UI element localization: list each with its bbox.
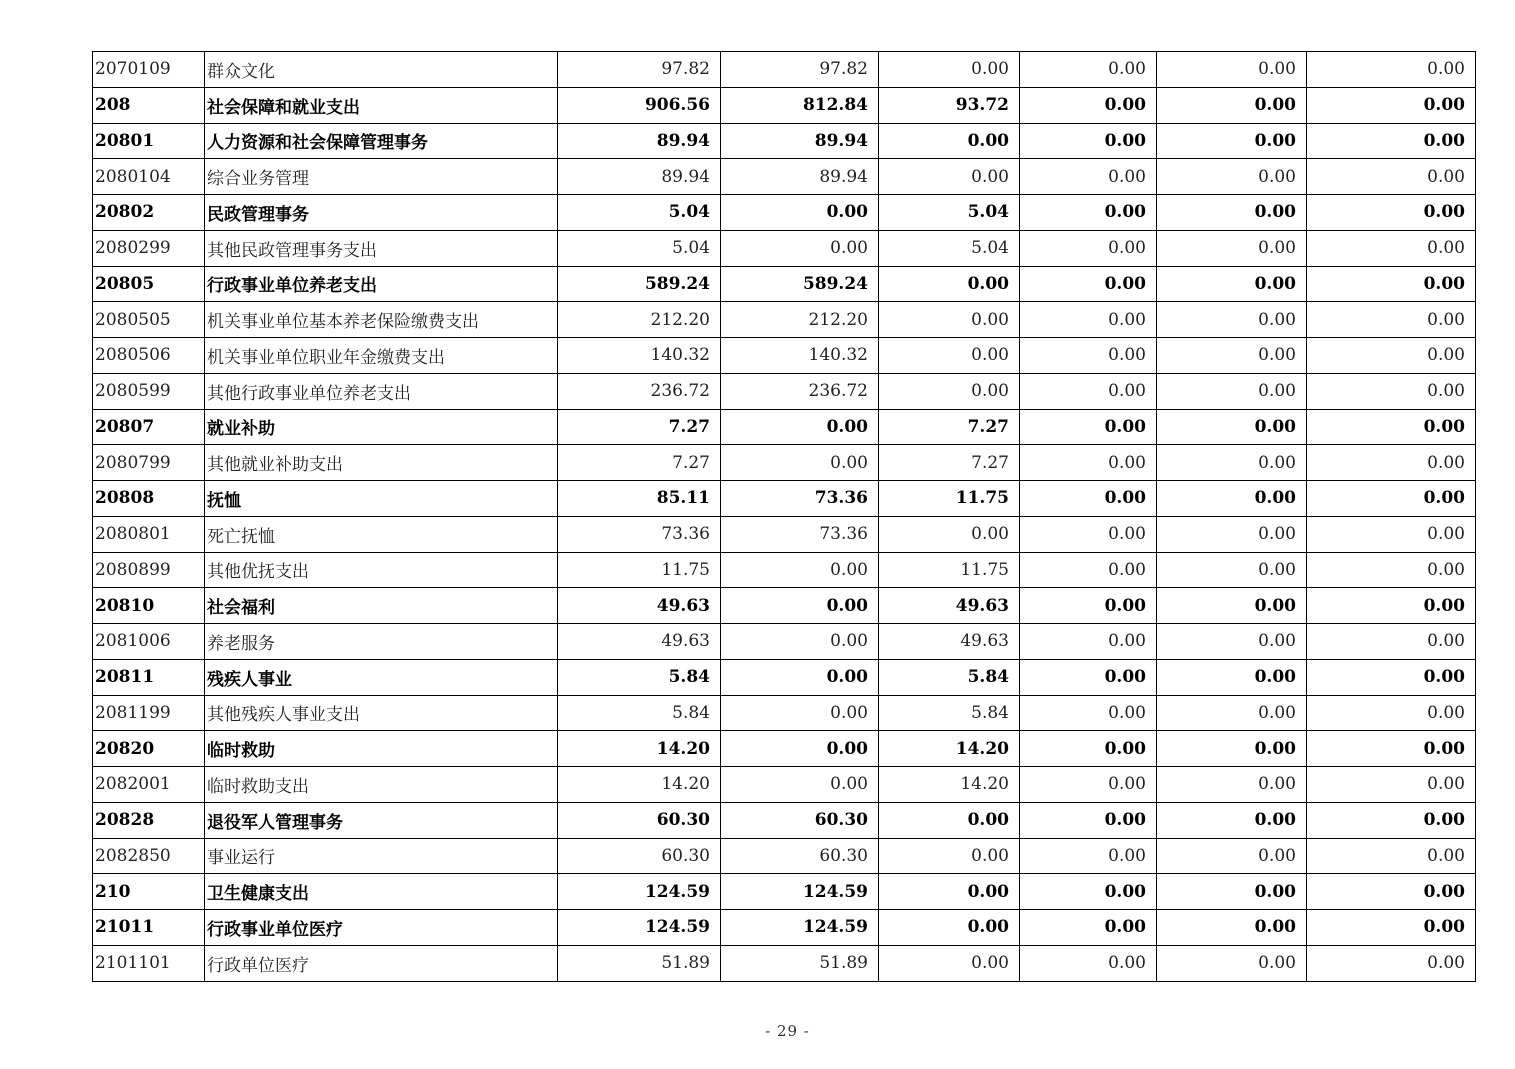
amount-cell: 0.00: [1020, 802, 1157, 838]
amount-cell: 0.00: [1307, 624, 1476, 660]
amount-cell: 0.00: [1020, 588, 1157, 624]
amount-cell: 0.00: [1157, 195, 1307, 231]
amount-cell: 60.30: [721, 802, 879, 838]
amount-cell: 236.72: [558, 373, 721, 409]
amount-cell: 11.75: [558, 552, 721, 588]
amount-cell: 49.63: [879, 624, 1020, 660]
amount-cell: 0.00: [1307, 445, 1476, 481]
amount-cell: 0.00: [879, 338, 1020, 374]
amount-cell: 0.00: [1020, 838, 1157, 874]
amount-cell: 60.30: [558, 838, 721, 874]
amount-cell: 0.00: [1020, 338, 1157, 374]
amount-cell: 0.00: [1157, 767, 1307, 803]
subject-code-cell: 2082001: [93, 767, 205, 803]
amount-cell: 14.20: [879, 767, 1020, 803]
amount-cell: 0.00: [721, 624, 879, 660]
amount-cell: 5.84: [879, 695, 1020, 731]
subject-name-cell: 卫生健康支出: [205, 874, 558, 910]
amount-cell: 124.59: [721, 874, 879, 910]
amount-cell: 0.00: [1307, 409, 1476, 445]
amount-cell: 0.00: [1157, 874, 1307, 910]
amount-cell: 7.27: [558, 409, 721, 445]
amount-cell: 0.00: [721, 588, 879, 624]
table-row: [93, 767, 1476, 803]
subject-name-cell: 民政管理事务: [205, 195, 558, 231]
amount-cell: 0.00: [721, 230, 879, 266]
amount-cell: 0.00: [1020, 552, 1157, 588]
amount-cell: 0.00: [1157, 52, 1307, 88]
amount-cell: 0.00: [721, 409, 879, 445]
amount-cell: 0.00: [1020, 731, 1157, 767]
table-row: [93, 516, 1476, 552]
amount-cell: 212.20: [721, 302, 879, 338]
amount-cell: 5.04: [879, 195, 1020, 231]
amount-cell: 0.00: [1020, 910, 1157, 946]
amount-cell: 0.00: [879, 302, 1020, 338]
page-number: - 29 -: [765, 1022, 810, 1040]
table-row: [93, 695, 1476, 731]
amount-cell: 0.00: [1157, 266, 1307, 302]
subject-code-cell: 20805: [93, 266, 205, 302]
amount-cell: 0.00: [1307, 302, 1476, 338]
amount-cell: 5.84: [558, 659, 721, 695]
subject-code-cell: 2080899: [93, 552, 205, 588]
amount-cell: 0.00: [1307, 195, 1476, 231]
amount-cell: 0.00: [1020, 87, 1157, 123]
amount-cell: 589.24: [721, 266, 879, 302]
amount-cell: 5.04: [879, 230, 1020, 266]
subject-name-cell: 临时救助: [205, 731, 558, 767]
amount-cell: 0.00: [1020, 945, 1157, 981]
subject-code-cell: 2080506: [93, 338, 205, 374]
amount-cell: 236.72: [721, 373, 879, 409]
amount-cell: 89.94: [721, 123, 879, 159]
amount-cell: 140.32: [721, 338, 879, 374]
subject-name-cell: 社会福利: [205, 588, 558, 624]
subject-name-cell: 死亡抚恤: [205, 516, 558, 552]
amount-cell: 0.00: [879, 945, 1020, 981]
table-row: [93, 409, 1476, 445]
table-row: [93, 874, 1476, 910]
amount-cell: 73.36: [721, 516, 879, 552]
amount-cell: 5.04: [558, 230, 721, 266]
amount-cell: 7.27: [558, 445, 721, 481]
amount-cell: 49.63: [558, 588, 721, 624]
amount-cell: 0.00: [1307, 266, 1476, 302]
subject-code-cell: 2082850: [93, 838, 205, 874]
amount-cell: 0.00: [1307, 695, 1476, 731]
amount-cell: 0.00: [721, 767, 879, 803]
subject-name-cell: 其他行政事业单位养老支出: [205, 373, 558, 409]
subject-code-cell: 21011: [93, 910, 205, 946]
amount-cell: 0.00: [1307, 838, 1476, 874]
amount-cell: 0.00: [721, 195, 879, 231]
subject-name-cell: 社会保障和就业支出: [205, 87, 558, 123]
amount-cell: 0.00: [721, 695, 879, 731]
amount-cell: 97.82: [558, 52, 721, 88]
table-row: [93, 195, 1476, 231]
amount-cell: 0.00: [1157, 481, 1307, 517]
amount-cell: 0.00: [879, 266, 1020, 302]
table-row: [93, 230, 1476, 266]
amount-cell: 0.00: [1157, 659, 1307, 695]
amount-cell: 89.94: [721, 159, 879, 195]
amount-cell: 906.56: [558, 87, 721, 123]
amount-cell: 73.36: [558, 516, 721, 552]
amount-cell: 0.00: [1157, 588, 1307, 624]
subject-code-cell: 20802: [93, 195, 205, 231]
amount-cell: 5.84: [558, 695, 721, 731]
amount-cell: 0.00: [1307, 731, 1476, 767]
amount-cell: 0.00: [1307, 910, 1476, 946]
table-row: [93, 945, 1476, 981]
subject-name-cell: 退役军人管理事务: [205, 802, 558, 838]
amount-cell: 0.00: [879, 123, 1020, 159]
amount-cell: 0.00: [1157, 302, 1307, 338]
amount-cell: 0.00: [1020, 481, 1157, 517]
amount-cell: 0.00: [879, 373, 1020, 409]
amount-cell: 0.00: [1307, 338, 1476, 374]
amount-cell: 0.00: [1157, 159, 1307, 195]
amount-cell: 212.20: [558, 302, 721, 338]
amount-cell: 0.00: [1020, 302, 1157, 338]
table-row: [93, 552, 1476, 588]
subject-code-cell: 2070109: [93, 52, 205, 88]
subject-code-cell: 2080801: [93, 516, 205, 552]
subject-code-cell: 2080299: [93, 230, 205, 266]
table-row: [93, 624, 1476, 660]
amount-cell: 0.00: [1157, 802, 1307, 838]
amount-cell: 0.00: [879, 52, 1020, 88]
amount-cell: 85.11: [558, 481, 721, 517]
amount-cell: 0.00: [1020, 659, 1157, 695]
amount-cell: 0.00: [1157, 338, 1307, 374]
amount-cell: 0.00: [1157, 838, 1307, 874]
amount-cell: 0.00: [1157, 910, 1307, 946]
amount-cell: 0.00: [1020, 373, 1157, 409]
amount-cell: 0.00: [1307, 373, 1476, 409]
table-row: [93, 731, 1476, 767]
subject-name-cell: 其他民政管理事务支出: [205, 230, 558, 266]
amount-cell: 14.20: [558, 767, 721, 803]
amount-cell: 589.24: [558, 266, 721, 302]
subject-name-cell: 残疾人事业: [205, 659, 558, 695]
amount-cell: 5.84: [879, 659, 1020, 695]
amount-cell: 140.32: [558, 338, 721, 374]
amount-cell: 0.00: [879, 838, 1020, 874]
budget-table: [92, 51, 1476, 982]
amount-cell: 49.63: [879, 588, 1020, 624]
amount-cell: 0.00: [721, 731, 879, 767]
subject-name-cell: 其他优抚支出: [205, 552, 558, 588]
subject-code-cell: 2080799: [93, 445, 205, 481]
subject-code-cell: 2081199: [93, 695, 205, 731]
amount-cell: 0.00: [1020, 230, 1157, 266]
amount-cell: 0.00: [1157, 87, 1307, 123]
amount-cell: 0.00: [1307, 230, 1476, 266]
amount-cell: 0.00: [1020, 195, 1157, 231]
amount-cell: 0.00: [1157, 516, 1307, 552]
amount-cell: 0.00: [1307, 588, 1476, 624]
amount-cell: 11.75: [879, 481, 1020, 517]
table-row: [93, 838, 1476, 874]
table-row: [93, 338, 1476, 374]
amount-cell: 0.00: [1157, 695, 1307, 731]
amount-cell: 49.63: [558, 624, 721, 660]
subject-code-cell: 2080599: [93, 373, 205, 409]
amount-cell: 0.00: [1307, 945, 1476, 981]
amount-cell: 0.00: [1020, 123, 1157, 159]
amount-cell: 0.00: [1157, 409, 1307, 445]
amount-cell: 0.00: [1020, 624, 1157, 660]
subject-name-cell: 其他就业补助支出: [205, 445, 558, 481]
subject-code-cell: 20820: [93, 731, 205, 767]
subject-code-cell: 2080505: [93, 302, 205, 338]
amount-cell: 0.00: [1307, 87, 1476, 123]
amount-cell: 0.00: [1307, 52, 1476, 88]
amount-cell: 0.00: [1020, 516, 1157, 552]
table-row: [93, 588, 1476, 624]
table-row: [93, 266, 1476, 302]
amount-cell: 0.00: [1020, 695, 1157, 731]
amount-cell: 0.00: [1157, 945, 1307, 981]
amount-cell: 14.20: [879, 731, 1020, 767]
amount-cell: 124.59: [721, 910, 879, 946]
table-row: [93, 123, 1476, 159]
table-row: [93, 373, 1476, 409]
subject-name-cell: 人力资源和社会保障管理事务: [205, 123, 558, 159]
subject-code-cell: 20808: [93, 481, 205, 517]
amount-cell: 51.89: [721, 945, 879, 981]
amount-cell: 7.27: [879, 409, 1020, 445]
amount-cell: 0.00: [1157, 731, 1307, 767]
subject-code-cell: 210: [93, 874, 205, 910]
amount-cell: 0.00: [1307, 874, 1476, 910]
amount-cell: 0.00: [721, 659, 879, 695]
amount-cell: 51.89: [558, 945, 721, 981]
amount-cell: 0.00: [1307, 123, 1476, 159]
amount-cell: 124.59: [558, 874, 721, 910]
table-row: [93, 659, 1476, 695]
subject-name-cell: 行政事业单位医疗: [205, 910, 558, 946]
table-row: [93, 802, 1476, 838]
amount-cell: 5.04: [558, 195, 721, 231]
amount-cell: 73.36: [721, 481, 879, 517]
amount-cell: 0.00: [1307, 767, 1476, 803]
amount-cell: 0.00: [1157, 373, 1307, 409]
subject-name-cell: 行政事业单位养老支出: [205, 266, 558, 302]
subject-name-cell: 临时救助支出: [205, 767, 558, 803]
subject-code-cell: 2101101: [93, 945, 205, 981]
subject-name-cell: 行政单位医疗: [205, 945, 558, 981]
subject-code-cell: 2081006: [93, 624, 205, 660]
amount-cell: 14.20: [558, 731, 721, 767]
amount-cell: 812.84: [721, 87, 879, 123]
subject-code-cell: 20828: [93, 802, 205, 838]
subject-name-cell: 养老服务: [205, 624, 558, 660]
amount-cell: 0.00: [1020, 159, 1157, 195]
amount-cell: 0.00: [1307, 159, 1476, 195]
subject-name-cell: 其他残疾人事业支出: [205, 695, 558, 731]
amount-cell: 0.00: [1157, 123, 1307, 159]
amount-cell: 0.00: [1307, 552, 1476, 588]
table-row: [93, 52, 1476, 88]
amount-cell: 60.30: [558, 802, 721, 838]
amount-cell: 0.00: [879, 516, 1020, 552]
amount-cell: 0.00: [879, 910, 1020, 946]
amount-cell: 0.00: [1307, 481, 1476, 517]
amount-cell: 0.00: [879, 874, 1020, 910]
amount-cell: 0.00: [1020, 874, 1157, 910]
amount-cell: 97.82: [721, 52, 879, 88]
subject-code-cell: 20807: [93, 409, 205, 445]
amount-cell: 0.00: [1020, 52, 1157, 88]
amount-cell: 0.00: [1307, 659, 1476, 695]
subject-name-cell: 就业补助: [205, 409, 558, 445]
table-row: [93, 445, 1476, 481]
amount-cell: 89.94: [558, 123, 721, 159]
subject-code-cell: 20801: [93, 123, 205, 159]
amount-cell: 0.00: [879, 159, 1020, 195]
amount-cell: 0.00: [1020, 266, 1157, 302]
amount-cell: 0.00: [1157, 624, 1307, 660]
amount-cell: 0.00: [1020, 445, 1157, 481]
subject-code-cell: 208: [93, 87, 205, 123]
table-row: [93, 87, 1476, 123]
amount-cell: 11.75: [879, 552, 1020, 588]
amount-cell: 89.94: [558, 159, 721, 195]
amount-cell: 60.30: [721, 838, 879, 874]
subject-name-cell: 群众文化: [205, 52, 558, 88]
table-row: [93, 910, 1476, 946]
amount-cell: 124.59: [558, 910, 721, 946]
amount-cell: 0.00: [1307, 802, 1476, 838]
subject-code-cell: 20811: [93, 659, 205, 695]
amount-cell: 0.00: [721, 552, 879, 588]
amount-cell: 0.00: [1020, 767, 1157, 803]
table-row: [93, 302, 1476, 338]
table-row: [93, 159, 1476, 195]
table-row: [93, 481, 1476, 517]
amount-cell: 0.00: [1020, 409, 1157, 445]
subject-name-cell: 机关事业单位基本养老保险缴费支出: [205, 302, 558, 338]
subject-name-cell: 机关事业单位职业年金缴费支出: [205, 338, 558, 374]
amount-cell: 0.00: [879, 802, 1020, 838]
subject-code-cell: 20810: [93, 588, 205, 624]
subject-name-cell: 抚恤: [205, 481, 558, 517]
subject-name-cell: 事业运行: [205, 838, 558, 874]
amount-cell: 0.00: [1157, 552, 1307, 588]
amount-cell: 7.27: [879, 445, 1020, 481]
amount-cell: 0.00: [1307, 516, 1476, 552]
amount-cell: 93.72: [879, 87, 1020, 123]
table-body: [93, 52, 1476, 982]
subject-name-cell: 综合业务管理: [205, 159, 558, 195]
amount-cell: 0.00: [721, 445, 879, 481]
subject-code-cell: 2080104: [93, 159, 205, 195]
amount-cell: 0.00: [1157, 445, 1307, 481]
amount-cell: 0.00: [1157, 230, 1307, 266]
